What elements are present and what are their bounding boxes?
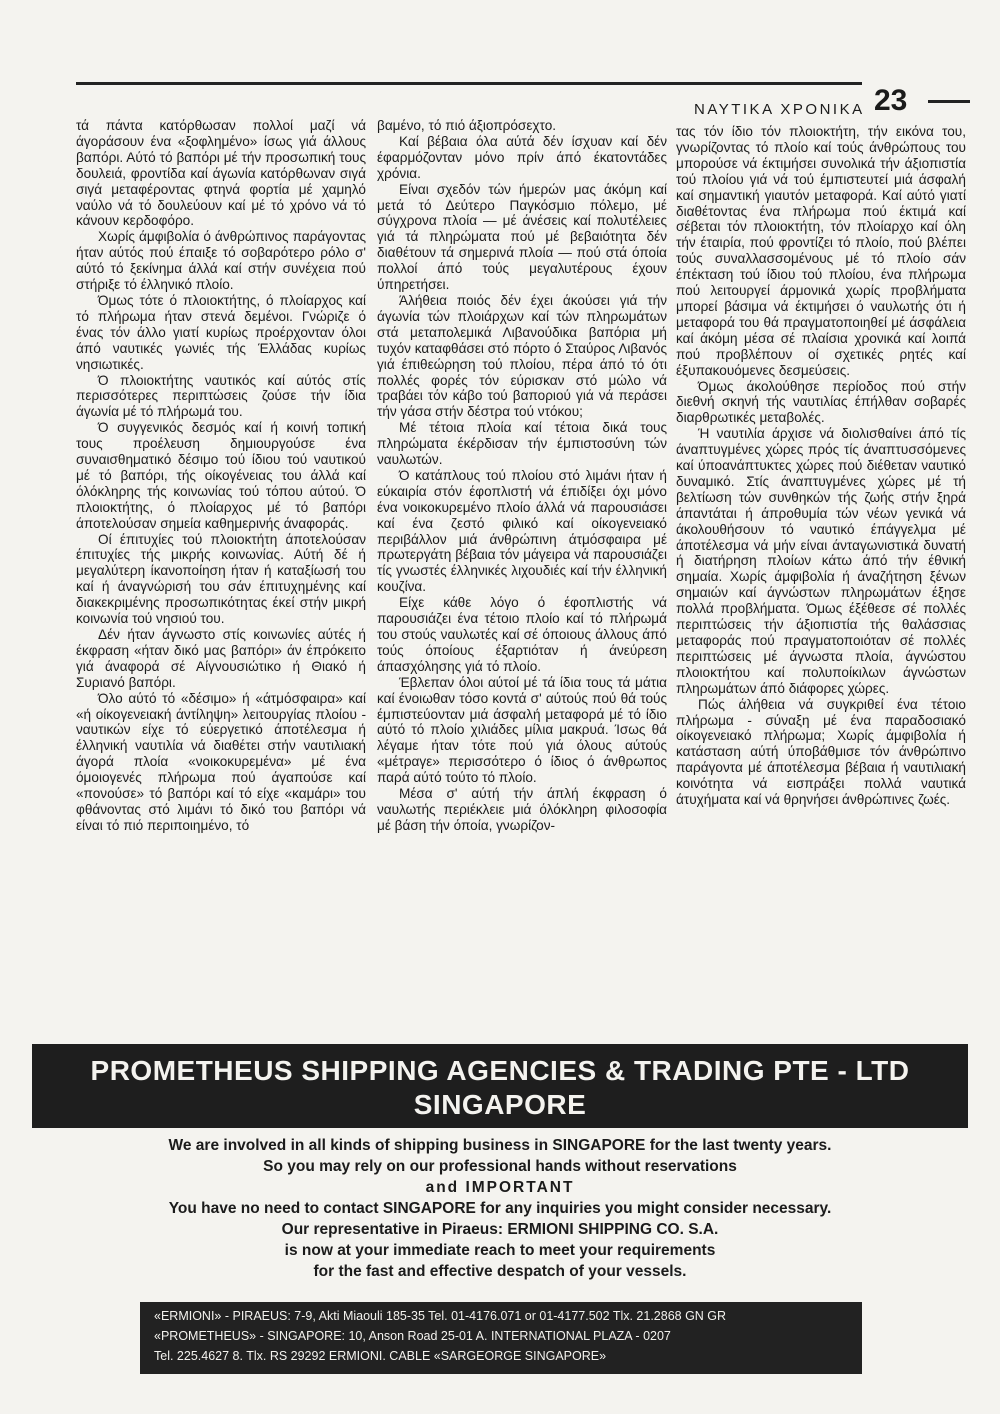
article-paragraph: Όλο αύτό τό «δέσιμο» ή «άτμόσφαιρα» καί «ή οίκογενειακή άντίληψη» λειτουργίας πλοίου - ναυτικών είχε τό εύεργετικό άποτέλεσμα ή έλληνική ναυτιλία νά διαθέτει στήν ναυτιλιακή άγορά πλοία «νοικοκυρεμένα» μέ ένα όμοιογενές πλήρωμα πού άγαπούσε καί «πονούσε» τό βαπόρι καί τό είχε «καμάρι» του φθάνοντας στό λιμάνι τό δικό του βαπόρι νά είναι τό πιό περιποιημένο, τό bbox=[76, 690, 366, 833]
ad-body-line: is now at your immediate reach to meet your requirements bbox=[284, 1242, 716, 1259]
article-paragraph: τας τόν ίδιο τόν πλοιοκτήτη, τήν εικόνα του, γνωρίζοντας τό πλοίο καί τούς άνθρώπους του μπορούσε νά έκτιμήσει συνολικά τήν άξιοπιστία τού πλοίου γιά νά τού έμπιστευτεί μιά άσφαλή καί σημαντική γιαυτόν μεταφορά. Καί αύτό γιατί διαθέτοντας ένα πλήρωμα πού έκτιμά καί σέβεται τόν πλοιοκτήτη, τόν πλοίαρχο καί όλη τήν έταιρία, πού φροντίζει τό πλοίο, πού βλέπει τούς συναλλασσομένους μέ τό πλοίο σάν έπέκταση τού ίδιου τού πλοίου, ένα πλήρωμα πού λειτουργεί άρμονικά χωρίς προβλήματα μπορεί βάσιμα νά έκτιμήσει ό ναυλωτής ότι ή μεταφορά του θά πραγματοποιηθεί μέ άσφάλεια καί άκόμη μέσα σέ πλαίσια χρονικά καί λοιπά πού προβλέπουν οί σχετικές ρητές καί έξυπακουόμενες δεσμεύσεις. bbox=[676, 124, 966, 378]
article-column-2 bbox=[377, 118, 667, 838]
ad-body-line: We are involved in all kinds of shipping business in SINGAPORE for the last twenty years. bbox=[168, 1137, 832, 1154]
ad-contact-line: «ERMIONI» - PIRAEUS: 7-9, Akti Miaouli 185-35 Tel. 01-4176.071 or 01-4177.502 Tlx. 21.2868 GN GR bbox=[154, 1309, 727, 1323]
article-paragraph: Ό πλοιοκτήτης ναυτικός καί αύτός στίς περισσότερες περιπτώσεις ζούσε τήν ίδια άγωνία μέ τό πλήρωμά του. bbox=[76, 372, 366, 420]
article-paragraph: Ή ναυτιλία άρχισε νά διολισθαίνει άπό τίς άναπτυγμένες χώρες πρός τίς άναπτυσσόμενες καί ύποανάπτυκτες χώρες πού διέθεταν ναυτικό δυναμικό. Στίς άναπτυγμένες χώρες μέ τή βελτίωση τών συνθηκών τής ζωής στήν ξηρά άπαντάται ή άπροθυμία τών νέων γενικά νά άκολουθήσουν τό ναυτικό έπάγγελμα μέ άποτέλεσμα νά μήν είναι άνταγωνιστικά δυνατή ή διατήρηση πλοίων κάτω άπό τήν έθνική σημαία. Χωρίς άμφιβολία ή άναζήτηση ξένων σημαιών καί άγνώστων πληρωμάτων έξησε πολλά προβλήματα. Όμως έξέθεσε σέ πολλές περιπτώσεις τήν άξιοπιστία τής θαλάσσιας μεταφοράς πού πραγματοποιόταν σέ πολλές περιπτώσεις μέ άγνωστα πλοία, άγνώστου πλοιοκτήτου καί πολυποίκιλων άγνώστων πληρωμάτων άπό διάφορες χώρες. bbox=[676, 426, 966, 696]
ad-body bbox=[40, 1135, 960, 1282]
article-paragraph: Όμως τότε ό πλοιοκτήτης, ό πλοίαρχος καί τό πλήρωμα ήταν στενά δεμένοι. Γνώριζε ό ένας τόν άλλο γιατί κυρίως προέρχονταν όλοι άπό ναυτικές γωνιές τής Έλλάδας κυρίως νησιωτικές. bbox=[76, 292, 366, 372]
article-paragraph: Μέ τέτοια πλοία καί τέτοια δικά τους πληρώματα έκέρδισαν τήν έμπιστοσύνη τών ναυλωτών. bbox=[377, 420, 667, 468]
article-paragraph: Δέν ήταν άγνωστο στίς κοινωνίες αύτές ή έκφραση «ήταν δικό μας βαπόρι» άν έπρόκειτο γιά άναφορά σέ Αίγνουσιώτικο ή Θιακό ή Συριανό βαπόρι. bbox=[76, 627, 366, 690]
article-paragraph: Είναι σχεδόν τών ήμερών μας άκόμη καί μετά τό Δεύτερο Παγκόσμιο πόλεμο, μέ σύγχρονα πλοία — μέ άνέσεις καί πολυτέλειες γιά τά πληρώματα πού μέ βεβαιότητα δέν διαθέτουν τά σημερινά πλοία — πού στά όποία πολλοί άπό τούς μεγαλυτέρους έχουν ύπηρετήσει. bbox=[377, 181, 667, 293]
ad-contact-footer bbox=[140, 1302, 862, 1374]
ad-body-line: You have no need to contact SINGAPORE for any inquiries you might consider necessary. bbox=[168, 1200, 832, 1217]
header-rule-right bbox=[928, 100, 970, 103]
ad-body-line: Our representative in Piraeus: ERMIONI SHIPPING CO. S.A. bbox=[281, 1221, 719, 1238]
article-paragraph: Ό συγγενικός δεσμός καί ή κοινή τοπική τους προέλευση δημιουργούσε ένα συναισθηματικό δέσιμο τού ίδιου τού ναυτικού μέ τό βαπόρι, τής οίκογένειας του άλλά καί όλόκληρης τής κοινωνίας τού τόπου αύτού. Ό πλοιοκτήτης, ό πλοίαρχος μέ τό βαπόρι άποτελούσαν σημεία καθημερινής άναφοράς. bbox=[76, 420, 366, 531]
page-number: 23 bbox=[874, 84, 908, 117]
article-paragraph: τά πάντα κατόρθωσαν πολλοί μαζί νά άγοράσουν ένα «ξοφλημένο» ίσως γιά άλλους βαπόρι. Αύτό τό βαπόρι μέ τήν προσωπική τους δουλειά, φροντίδα καί άγωνία κατόρθωναν σιγά σιγά μεταφέροντας φτηνά φορτία μέ χαμηλό ναύλο νά τό δουλεύουν καί μέ τό χρόνο νά τό κάνουν κερδοφόρο. bbox=[76, 118, 366, 229]
article-paragraph: Όμως άκολούθησε περίοδος πού στήν διεθνή σκηνή τής ναυτιλίας έπήλθαν σοβαρές διαρθρωτικές μεταβολές. bbox=[676, 378, 966, 426]
article-paragraph: Οί έπιτυχίες τού πλοιοκτήτη άποτελούσαν έπιτυχίες τής μικρής κοινωνίας. Αύτή δέ ή μεγαλύτερη ίκανοποίηση ήταν ή καταξίωσή του καί ή άναγνώρισή του σάν έπιτυχημένης καί διακεκριμένης προσωπικότητας έκεί στήν μικρή κοινωνία τού νησιού του. bbox=[76, 531, 366, 627]
ad-banner bbox=[32, 1044, 968, 1128]
article-paragraph: Άλήθεια ποιός δέν έχει άκούσει γιά τήν άγωνία τών πλοιάρχων καί τών πληρωμάτων στά μεταπολεμικά Λιβανούδικα βαπόρια μή τυχόν καταφθάσει στό πόρτο ό Σταύρος Λιβανός γιά έπιθεώρηση τού πλοίου, πέρα άπό τό ότι πολλές φορές τόν εύρισκαν στό μώλο νά τραβάει τόν κάβο τού βαποριού γιά νά περάσει τήν γάσα στήν δέστρα τού ντόκου; bbox=[377, 292, 667, 420]
header-rule bbox=[76, 82, 862, 85]
article-paragraph: Καί βέβαια όλα αύτά δέν ίσχυαν καί δέν έφαρμόζονταν μόνο πρίν άπό έκατοντάδες χρόνια. bbox=[377, 133, 667, 181]
ad-company-name: PROMETHEUS SHIPPING AGENCIES & TRADING PTE - LTD bbox=[90, 1055, 910, 1086]
ad-contact-line: Tel. 225.4627 8. Tlx. RS 29292 ERMIONI. CABLE «SARGEORGE SINGAPORE» bbox=[154, 1349, 607, 1363]
article-paragraph: Χωρίς άμφιβολία ό άνθρώπινος παράγοντας ήταν αύτός πού έπαιξε τό σοβαρότερο ρόλο σ' αύτό τό ξεκίνημα άλλά καί στήν συνέχεια πού στήριξε τό έλληνικό πλοίο. bbox=[76, 229, 366, 293]
article-paragraph: Μέσα σ' αύτή τήν άπλή έκφραση ό ναυλωτής περιέκλειε μιά όλόκληρη φιλοσοφία μέ βάση τήν όποία, γνωρίζον- bbox=[377, 786, 667, 833]
ad-body-line: So you may rely on our professional hands without reservations bbox=[263, 1158, 737, 1175]
article-paragraph: βαμένο, τό πιό άξιοπρόσεχτο. bbox=[377, 118, 557, 133]
ad-company-location: SINGAPORE bbox=[413, 1089, 587, 1120]
article-column-1 bbox=[76, 118, 366, 838]
article-paragraph: Πώς άλήθεια νά συγκριθεί ένα τέτοιο πλήρωμα - σύναξη μέ ένα παραδοσιακό οίκογενειακό πλήρωμα; Χωρίς άμφιβολία ή κατάσταση αύτή ύποβάθμισε τόν άνθρώπινο παράγοντα μέ άποτέλεσμα βέβαια ή ναυτιλιακή κοινότητα νά εισπράξει πολλά ναυτικά άτυχήματα καί νά θρηνήσει άνθρώπινες ζωές. bbox=[676, 696, 966, 808]
ad-contact-line: «PROMETHEUS» - SINGAPORE: 10, Anson Road 25-01 A. INTERNATIONAL PLAZA - 0207 bbox=[154, 1329, 671, 1343]
article-paragraph: Είχε κάθε λόγο ό έφοπλιστής νά παρουσιάζει ένα τέτοιο πλοίο καί τό πλήρωμά του στούς ναυλωτές καί σέ όποιους άλλους άπό τούς όποίους έξαρτιόταν ή άνεύρεση άπασχόλησης γιά τό πλοίο. bbox=[377, 595, 667, 674]
article-paragraph: Ό κατάπλους τού πλοίου στό λιμάνι ήταν ή εύκαιρία στόν έφοπλιστή νά έπιδίξει όχι μόνο ένα νοικοκυρεμένο πλοίο άλλά νά παρουσιάσει καί ένα ζεστό φιλικό καί οίκογενειακό περιβάλλον μιά άνθρώπινη άτμόσφαιρα μέ πρωτεργάτη βέβαια τόν μάγειρα νά παρουσιάζει τίς γνωστές έλληνικές λιχουδιές καί τήν έλληνική κουζίνα. bbox=[377, 467, 667, 595]
ad-body-line: for the fast and effective despatch of your vessels. bbox=[313, 1263, 687, 1280]
publication-title: ΝΑΥΤΙΚΑ ΧΡΟΝΙΚΑ bbox=[694, 101, 865, 118]
ad-body-line: and IMPORTANT bbox=[425, 1179, 575, 1196]
article-paragraph: Έβλεπαν όλοι αύτοί μέ τά ίδια τους τά μάτια καί ένοιωθαν τόσο κοντά σ' αύτούς πού θά τούς έμπιστεύονταν μιά άσφαλή μεταφορά μέ τό ίδιο αύτό τό πλοίο χιλιάδες μίλια μακρυά. Ίσως θά λέγαμε ήταν τότε πού γιά όλους αύτούς «μέτραγε» περισσότερο ό ίδιος ό άνθρωπος παρά αύτό τούτο τό πλοίο. bbox=[377, 674, 667, 786]
article-column-3 bbox=[676, 124, 966, 844]
